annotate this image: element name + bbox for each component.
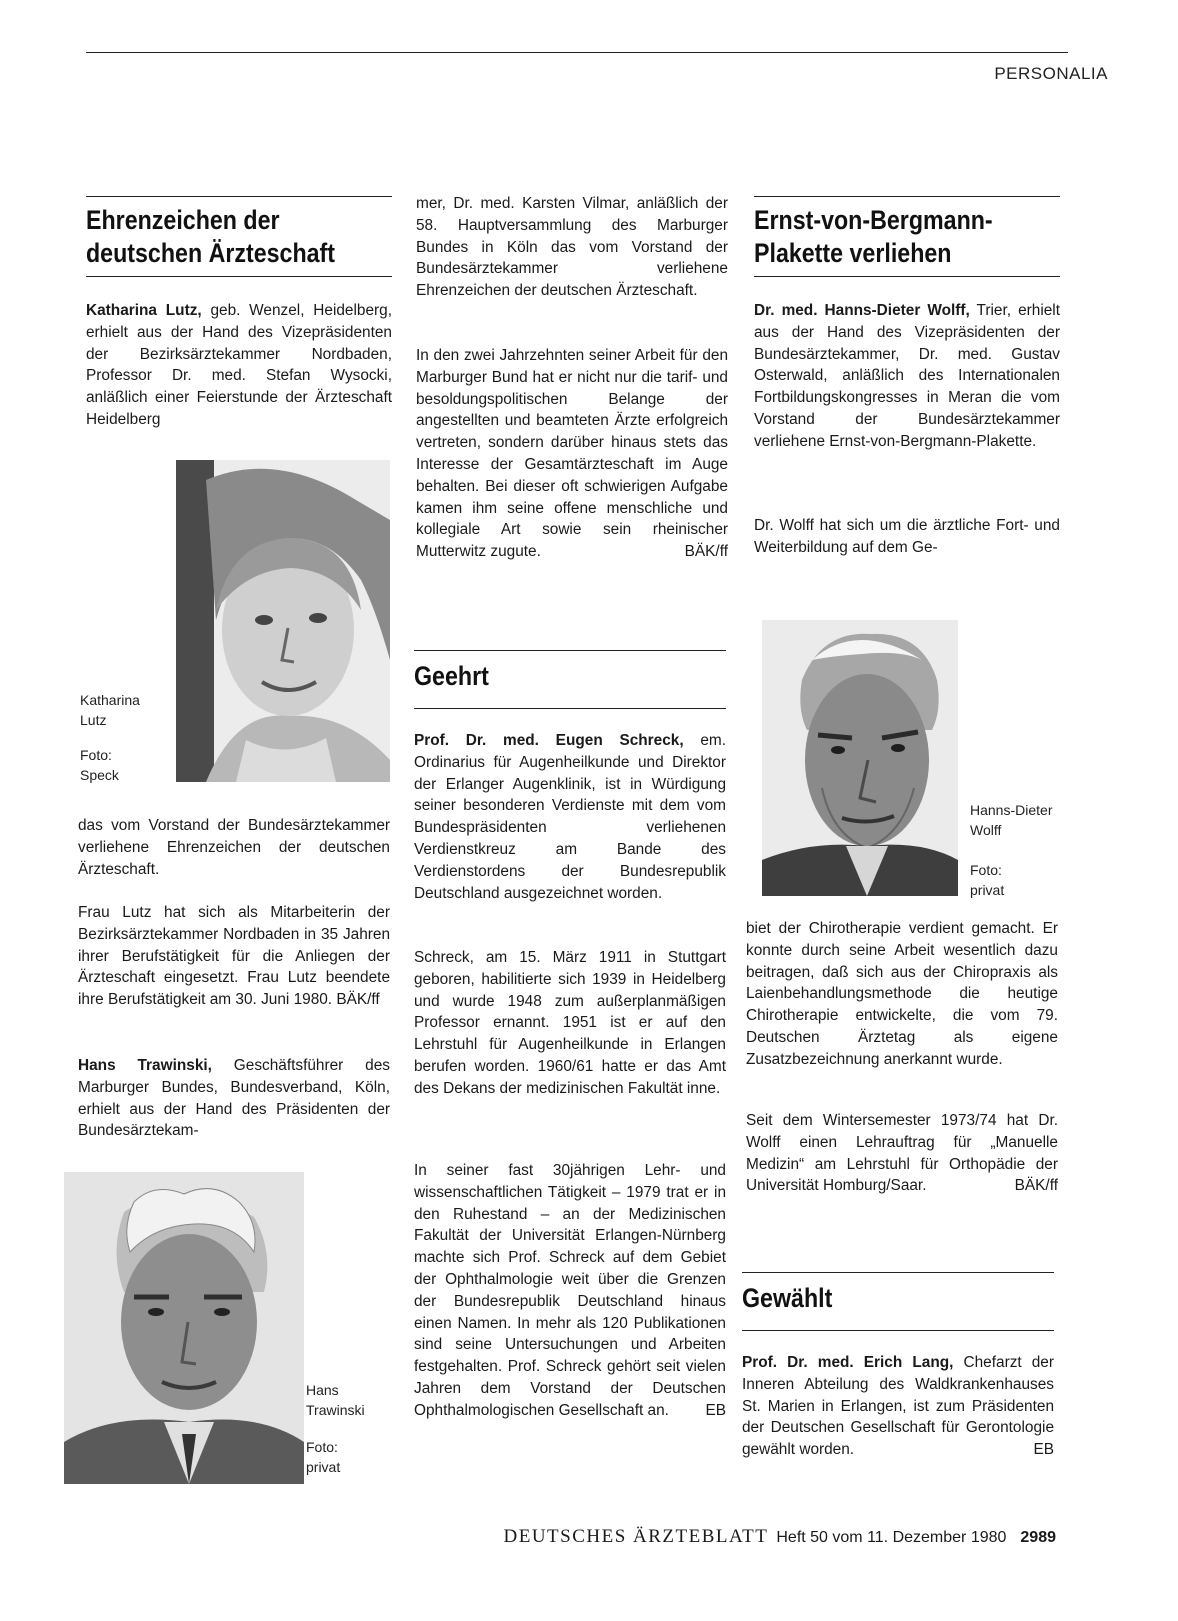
col1-headline-rule-top (86, 196, 392, 197)
portrait-woman-icon (176, 460, 390, 782)
person-name-trawinski: Hans Trawinski, (78, 1057, 212, 1074)
photo-katharina-lutz (176, 460, 390, 782)
col1-paragraph-2: das vom Vorstand der Bundesärztekammer verliehene Ehrenzeichen der deutschen Ärzteschaft. (78, 817, 390, 878)
portrait-man-icon (762, 620, 958, 896)
photo2-caption-name: Hans Trawinski (306, 1382, 365, 1418)
col1-paragraph-3: Frau Lutz hat sich als Mitarbeiterin der Bezirksärztekammer Nordbaden in 35 Jahren ihrer Berufstätigkeit für die Anliegen der Ärzteschaft eingesetzt. Frau Lutz beendete ihre Berufstätigkeit am 30. Juni 1980. BÄK/ff (78, 904, 390, 1009)
photo3-caption-name: Hanns-Dieter Wolff (970, 802, 1053, 838)
col3-paragraph-2: Dr. Wolff hat sich um die ärztliche Fort- und Weiterbildung auf dem Ge- (754, 517, 1060, 556)
col3-headline-2: Gewählt (742, 1283, 833, 1313)
col3-headline-rule-bottom (754, 276, 1060, 277)
col3-paragraph-4: Seit dem Wintersemester 1973/74 hat Dr. Wolff einen Lehrauftrag für „Manuelle Medizin“ am Lehrstuhl für Orthopädie der Universität Homburg/Saar. BÄK/ff (746, 1110, 1058, 1197)
photo-hanns-dieter-wolff (762, 620, 958, 896)
col3-paragraph-3: biet der Chirotherapie verdient gemacht. Er konnte durch seine Arbeit wesentlich dazu beitragen, daß sich aus der Chiropraxis als Laienbehandlungsmethode die heutige Chirotherapie entwickelte, die vom 79. Deutschen Ärztetag als eigene Zusatzbezeichnung anerkannt wurde. (746, 920, 1058, 1068)
portrait-man-icon (64, 1172, 304, 1484)
photo-hans-trawinski (64, 1172, 304, 1484)
col3-headline2-rule-bottom (742, 1330, 1054, 1331)
col1-headline: Ehrenzeichen der deutschen Ärzteschaft (86, 205, 336, 268)
page-footer (504, 1526, 1057, 1548)
col3-headline2-rule-top (742, 1272, 1054, 1273)
col2-paragraph-3: Prof. Dr. med. Eugen Schreck, em. Ordinarius für Augenheilkunde und Direktor der Erlanger Augenklinik, ist in Würdigung seiner besonderen Verdienste mit dem vom Bundespräsidenten verliehenen Verdienstkreuz am Bande des Verdienstordens der Bundesrepublik Deutschland ausgezeichnet worden. (414, 732, 727, 902)
signature-baek-2: BÄK/ff (1014, 1177, 1058, 1195)
publication-title: DEUTSCHES ÄRZTEBLATT (503, 1526, 769, 1547)
col1-paragraph-4: Hans Trawinski, Geschäftsführer des Marburger Bundes, Bundesverband, Köln, erhielt aus der Hand des Präsidenten der Bundesärztekam- (78, 1057, 390, 1140)
person-name-schreck: Prof. Dr. med. Eugen Schreck, (414, 732, 684, 749)
col3-headline: Ernst-von-Bergmann-Plakette verliehen (754, 205, 993, 268)
page-number: 2989 (1020, 1529, 1056, 1546)
col1-paragraph-1: Katharina Lutz, geb. Wenzel, Heidelberg, erhielt aus der Hand des Vizepräsidenten der Bezirksärztekammer Nordbaden, Professor Dr. med. Stefan Wysocki, anläßlich einer Feierstunde der Ärzteschaft Heidelberg (86, 302, 392, 428)
photo1-caption-name: Katharina Lutz (80, 692, 140, 728)
col2-paragraph-4: Schreck, am 15. März 1911 in Stuttgart geboren, habilitierte sich 1939 in Heidelberg und wurde 1948 zum außerplanmäßigen Professor ernannt. 1951 ist er auf den Lehrstuhl für Augenheilkunde in Erlangen berufen worden. 1960/61 hatte er das Amt des Dekans der medizinischen Fakultät inne. (414, 949, 726, 1097)
col3-headline-rule-top (754, 196, 1060, 197)
col3-paragraph-1: Dr. med. Hanns-Dieter Wolff, Trier, erhielt aus der Hand des Vizepräsidenten der Bundesärztekammer, Dr. med. Gustav Osterwald, anläßlich des Internationalen Fortbildungskongresses in Meran die vom Vorstand der Bundesärztekammer verliehene Ernst-von-Bergmann-Plakette. (754, 302, 1060, 450)
signature-baek-1: BÄK/ff (684, 543, 728, 561)
person-name-wolff: Dr. med. Hanns-Dieter Wolff, (754, 302, 970, 319)
col2-headline-rule-top (414, 650, 726, 651)
photo3-caption-credit: Foto: privat (970, 862, 1005, 898)
col2-paragraph-2: In den zwei Jahrzehnten seiner Arbeit für den Marburger Bund hat er nicht nur die tarif- und besoldungspolitischen Belange der angestellten und beamteten Ärzte erfolgreich vertreten, sondern darüber hinaus stets das Interesse der Gesamtärzteschaft im Auge behalten. Bei dieser oft schwierigen Aufgabe kamen ihm seine offene menschliche und kollegiale Art sowie sein rheinischer Mutterwitz zugute. BÄK/ff (416, 345, 728, 563)
top-rule (86, 52, 1068, 53)
person-name-lang: Prof. Dr. med. Erich Lang, (742, 1354, 954, 1371)
col2-paragraph-5: In seiner fast 30jährigen Lehr- und wissenschaftlichen Tätigkeit – 1979 trat er in den Ruhestand – an der Medizinischen Fakultät der Universität Erlangen-Nürnberg machte sich Prof. Schreck auf dem Gebiet der Ophthalmologie weit über die Grenzen der Bundesrepublik Deutschland hinaus einen Namen. In mehr als 120 Publikationen sind seine Untersuchungen und Arbeiten festgehalten. Prof. Schreck gehört seit vielen Jahren dem Vorstand der Deutschen Ophthalmologischen Gesellschaft an. EB (414, 1160, 726, 1422)
col1-headline-rule-bottom (86, 276, 392, 277)
col2-headline-rule-bottom (414, 708, 726, 709)
photo1-caption-credit: Foto: Speck (80, 747, 119, 783)
person-name-lutz: Katharina Lutz, (86, 302, 202, 319)
col2-paragraph-1: mer, Dr. med. Karsten Vilmar, anläßlich der 58. Hauptversammlung des Marburger Bundes in Köln das vom Vorstand der Bundesärztekammer verliehene Ehrenzeichen der deutschen Ärzteschaft. (416, 195, 728, 300)
col3-paragraph-5: Prof. Dr. med. Erich Lang, Chefarzt der Inneren Abteilung des Waldkrankenhauses St. Marien in Erlangen, ist zum Präsidenten der Deutschen Gesellschaft für Gerontologie gewählt worden. EB (742, 1352, 1054, 1461)
photo2-caption-credit: Foto: privat (306, 1439, 341, 1475)
col2-headline: Geehrt (414, 661, 489, 691)
section-label: PERSONALIA (994, 64, 1108, 83)
signature-eb-2: EB (1033, 1441, 1054, 1459)
signature-eb-1: EB (705, 1401, 726, 1419)
issue-info: Heft 50 vom 11. Dezember 1980 (776, 1529, 1007, 1546)
